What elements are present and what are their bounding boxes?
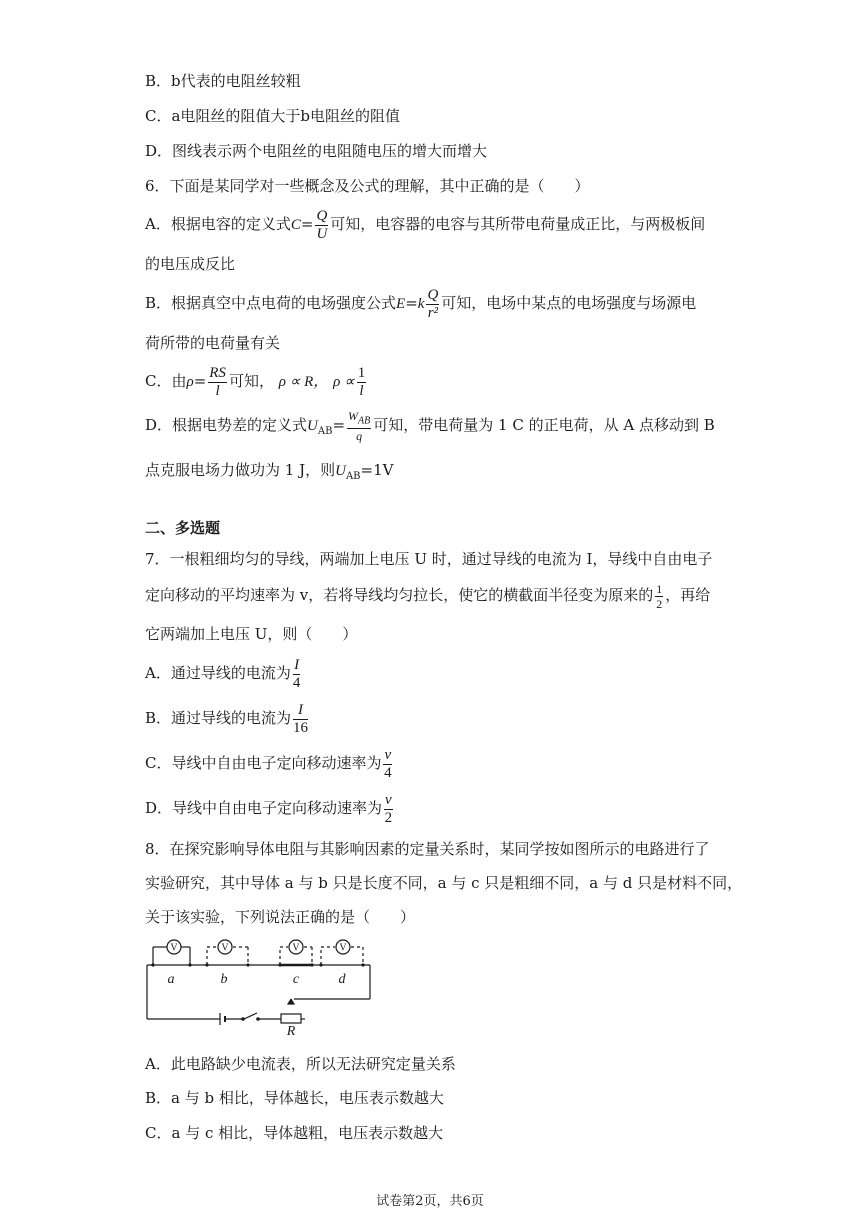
q8-option-c: C．a 与 c 相比，导体越粗，电压表示数越大 [145, 1124, 444, 1142]
section-heading-multiple-choice: 二、多选题 [145, 519, 221, 537]
q7-option-a: A．通过导线的电流为 $\frac{I}{4}$ [145, 656, 301, 691]
q7-option-c: C．导线中自由电子定向移动速率为 $\frac{v}{4}$ [145, 746, 392, 781]
q8-stem-line3: 关于该实验，下列说法正确的是（ ） [145, 908, 416, 926]
speed-half-fraction: $\frac{v}{2}$ [384, 791, 393, 826]
q7-option-d: D．导线中自由电子定向移动速率为 $\frac{v}{2}$ [145, 791, 393, 826]
q6-option-b: B．根据真空中点电荷的电场强度公式E=k $\frac{Q}{\text{r²}}$ 可知，电场中某点的电场强度与场源电 [145, 286, 697, 321]
q8-stem-line1: 8．在探究影响导体电阻与其影响因素的定量关系时，某同学按如图所示的电路进行了 [145, 840, 710, 858]
current-sixteenth-fraction: $\frac{I}{16}$ [293, 701, 309, 736]
q7-stem-line2: 定向移动的平均速率为 v，若将导线均匀拉长，使它的横截面半径变为原来的 $\frac{1}{2}$ ，再给 [145, 581, 711, 611]
q6-option-d: D．根据电势差的定义式$U_{AB}=$ $\frac{W_{AB}}{q}$ 可知，带电荷量为 1 C 的正电荷，从 A 点移动到 B [145, 409, 715, 443]
rheostat-label: R [286, 1024, 296, 1037]
q6-option-a: A．根据电容的定义式C= $\frac{Q}{U}$ 可知，电容器的电容与其所带电荷量成正比，与两极板间 [145, 207, 706, 242]
field-fraction: $\frac{Q}{\text{r²}}$ [427, 286, 439, 321]
half-fraction: $\frac{1}{2}$ [656, 581, 663, 611]
q7-stem-line3: 它两端加上电压 U，则（ ） [145, 625, 358, 643]
conductor-label-a: a [167, 972, 175, 987]
resistivity-fraction: $\frac{RS}{l}$ [209, 364, 226, 399]
switch-blade [244, 1013, 257, 1019]
q6-option-c: C．由ρ= $\frac{RS}{l}$ 可知， ρ ∝ R， ρ ∝ $\frac{1}{l}$ [145, 364, 366, 399]
conductor-label-b: b [220, 972, 228, 987]
q6-option-b-cont: 荷所带的电荷量有关 [145, 334, 281, 352]
conductor-label-c: c [292, 972, 300, 987]
voltmeter-d-label: V [339, 942, 347, 954]
voltmeter-b-label: V [221, 942, 229, 954]
rheostat-body [281, 1014, 301, 1023]
inverse-length-fraction: $\frac{1}{l}$ [357, 364, 366, 399]
q8-option-a: A．此电路缺少电流表，所以无法研究定量关系 [145, 1055, 456, 1073]
capacitance-fraction: $\frac{Q}{U}$ [316, 207, 328, 242]
circuit-diagram [145, 937, 380, 1037]
speed-quarter-fraction: $\frac{v}{4}$ [384, 746, 392, 781]
q6-option-d-cont: 点克服电场力做功为 1 J，则$U_{AB}=1V$ [145, 461, 394, 482]
q5-option-d: D．图线表示两个电阻丝的电阻随电压的增大而增大 [145, 142, 488, 160]
page-footer: 试卷第2页，共6页 [376, 1194, 484, 1209]
voltmeter-c-label: V [292, 942, 300, 954]
potential-fraction: $\frac{W_{AB}}{q}$ [348, 409, 371, 443]
q7-stem-line1: 7．一根粗细均匀的导线，两端加上电压 U 时，通过导线的电流为 I，导线中自由电子 [145, 550, 713, 568]
voltmeter-a-label: V [170, 942, 178, 954]
q5-option-c: C．a电阻丝的阻值大于b电阻丝的阻值 [145, 107, 401, 125]
q8-option-b: B．a 与 b 相比，导体越长，电压表示数越大 [145, 1089, 444, 1107]
current-quarter-fraction: $\frac{I}{4}$ [292, 656, 301, 691]
q8-stem-line2: 实验研究，其中导体 a 与 b 只是长度不同，a 与 c 只是粗细不同，a 与 d 只是材料不同， [145, 874, 743, 892]
conductor-label-d: d [338, 972, 346, 987]
rheostat-slider-arrow [288, 999, 294, 1004]
q5-option-b: B．b代表的电阻丝较粗 [145, 72, 301, 90]
q6-option-a-cont: 的电压成反比 [145, 255, 236, 273]
q6-stem: 6．下面是某同学对一些概念及公式的理解，其中正确的是（ ） [145, 177, 590, 195]
q7-option-b: B．通过导线的电流为 $\frac{I}{16}$ [145, 701, 309, 736]
